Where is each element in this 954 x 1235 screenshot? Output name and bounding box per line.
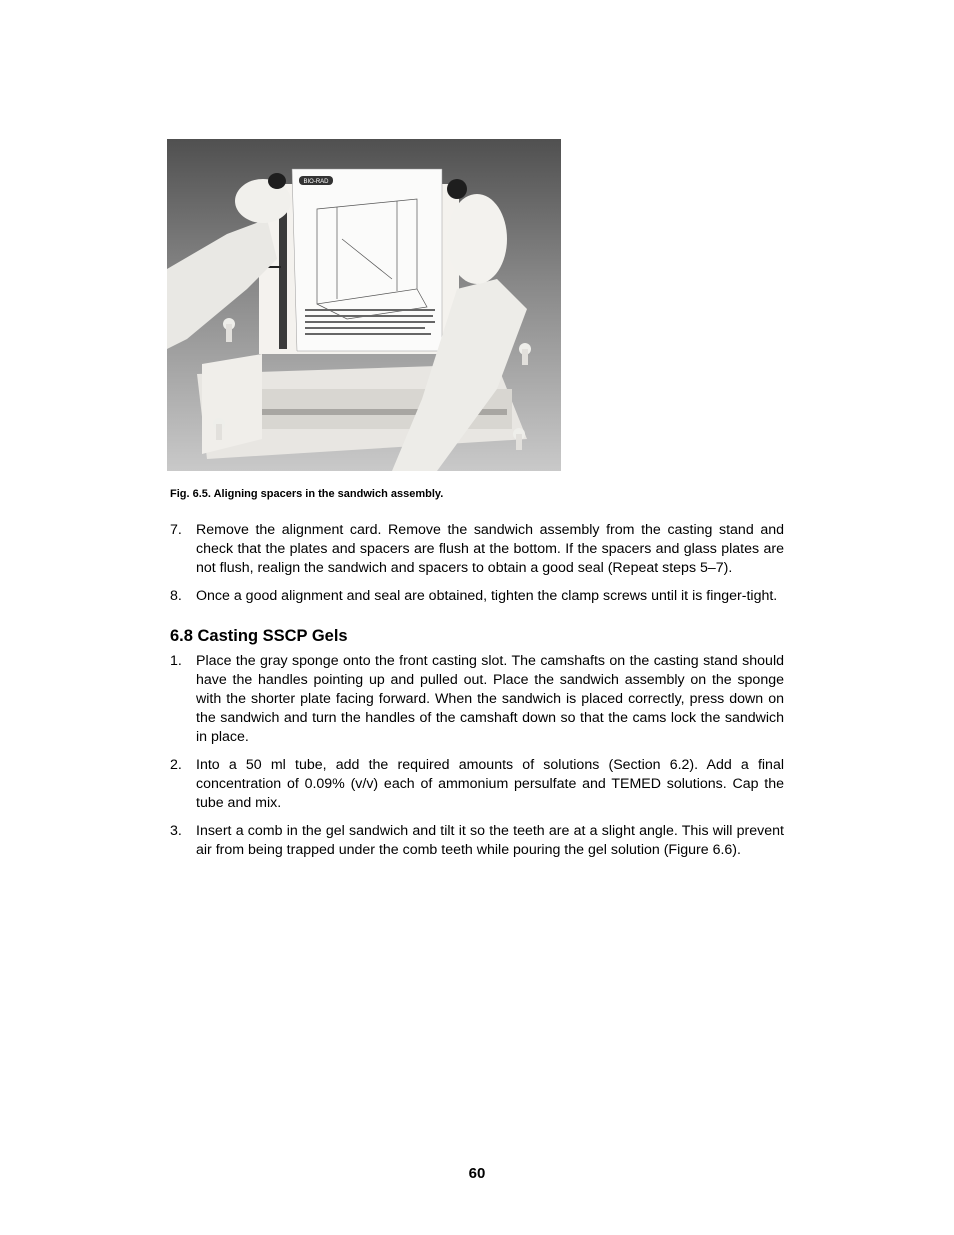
figure-photo (167, 139, 561, 471)
left-clamp-knob (268, 173, 286, 189)
left-end-block (202, 354, 262, 454)
page-number: 60 (468, 1165, 486, 1182)
step-text: Remove the alignment card. Remove the sandwich assembly from the casting stand and check that the plates and spacers are flush at the bottom. If the spacers and glass plates are not flush, realign the sandwich and spacers to obtain a good seal (Repeat steps 5–7). (196, 522, 784, 576)
step-number: 1. (170, 653, 182, 669)
step-number: 2. (170, 757, 182, 773)
step-text: Into a 50 ml tube, add the required amounts of solutions (Section 6.2). Add a final concentration of 0.09% (v/v) each of ammonium persulfate and TEMED solutions. Cap the tube and mix. (196, 757, 784, 811)
right-clamp-knob (447, 179, 467, 199)
list-item (170, 587, 784, 606)
step-number: 7. (170, 522, 182, 538)
knob-left-bottom-stem (216, 424, 222, 440)
list-item (170, 756, 784, 813)
right-glove (447, 194, 507, 284)
left-spacer (279, 199, 287, 349)
card-logo-text: BIO-RAD (303, 179, 329, 185)
figure-caption: Fig. 6.5. Aligning spacers in the sandwich assembly. (170, 488, 444, 500)
knob-left-top-stem (226, 324, 232, 342)
step-text: Insert a comb in the gel sandwich and tilt it so the teeth are at a slight angle. This will prevent air from being trapped under the comb teeth while pouring the gel solution (Figure 6.6). (196, 823, 784, 858)
step-list-b (170, 652, 784, 869)
step-text: Place the gray sponge onto the front casting slot. The camshafts on the casting stand should have the handles pointing up and pulled out. Place the sandwich assembly on the sponge with the shorter plate facing forward. When the sandwich is placed correctly, press down on the sandwich and turn the handles of the camshaft down so that the cams lock the sandwich in place. (196, 653, 784, 745)
list-item (170, 521, 784, 578)
knob-right-bottom-stem (516, 434, 522, 450)
list-item (170, 652, 784, 747)
step-text: Once a good alignment and seal are obtained, tighten the clamp screws until it is finger-tight. (196, 588, 778, 604)
alignment-card (292, 169, 442, 351)
section-heading: 6.8 Casting SSCP Gels (170, 627, 348, 645)
list-item (170, 822, 784, 860)
casting-stand-illustration (167, 139, 561, 471)
step-number: 8. (170, 588, 182, 604)
step-number: 3. (170, 823, 182, 839)
knob-right-top-stem (522, 349, 528, 365)
step-list-a (170, 521, 784, 615)
